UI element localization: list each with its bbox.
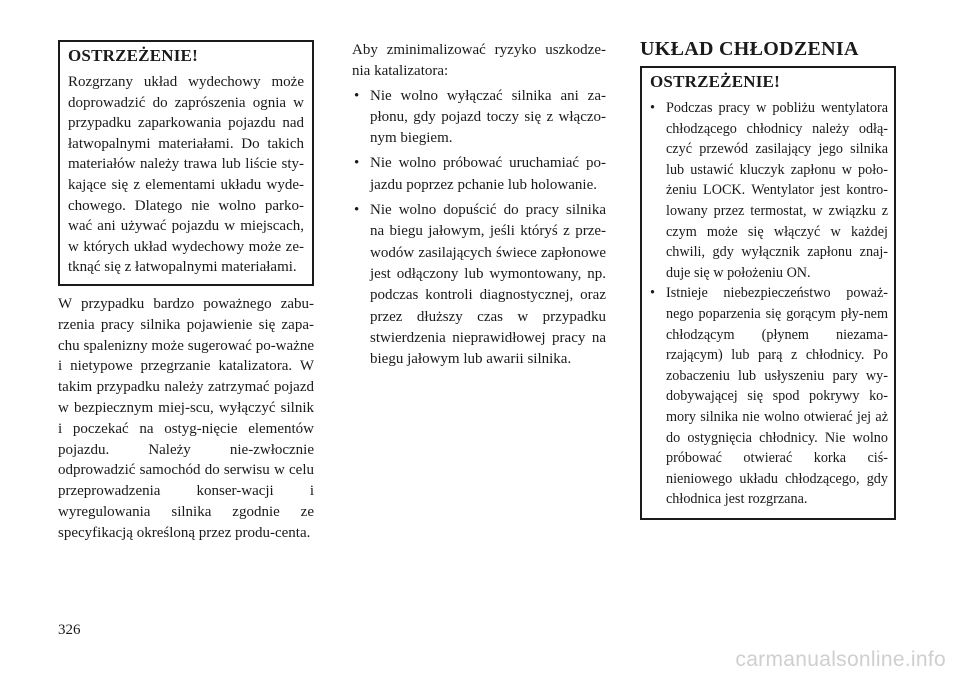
list-item: • Istnieje niebezpieczeństwo poważ-nego poparzenia się gorącym pły-nem chłodzącym (płynem niezama-rzającym) lub parą z chłodnicy. Po zobaczeniu lub usłyszeniu pary wy-dobywającej się spod pokrywy ko-mory silnika nie wolno otwierać jej aż do ostygnięcia chłodnicy. Nie wolno próbować otwierać korka ciś-nieniowego układu chłodzącego, gdy chłodnica jest rozgrzana.	[650, 283, 888, 510]
watermark: carmanualsonline.info	[735, 648, 946, 671]
page-number: 326	[58, 622, 81, 638]
section-heading: UKŁAD CHŁODZENIA	[640, 38, 859, 60]
catalyst-intro: Aby zminimalizować ryzyko uszkodze-nia katalizatora:	[352, 42, 606, 79]
list-item: • Podczas pracy w pobliżu wentylatora chłodzącego chłodnicy należy odłą-czyć przewód zasilający jego silnika lub ustawić kluczyk zapłonu w poło-żeniu LOCK. Wentylator jest kontro-lowany przez termostat, w związku z czym może się włączyć w każdej chwili, gdy wyłącznik zapłonu znaj-duje się w położeniu ON.	[650, 98, 888, 283]
catalyst-bullet-list	[352, 86, 606, 371]
list-item: • Nie wolno dopuścić do pracy silnika na biegu jałowym, jeśli któryś z prze-wodów zasilających świece zapłonowe jest odłączony lub wymontowany, np. podczas kontroli diagnostycznej, oraz przez dłuższy czas w przypadku stwierdzenia nieprawidłowej pracy na biegu jałowym lub awarii silnika.	[352, 200, 606, 370]
catalyst-overheat-paragraph: W przypadku bardzo poważnego zabu-rzenia pracy silnika pojawienie się zapa-chu spalenizny może sugerować po-ważne i nietypowe przegrzanie katalizatora. W takim przypadku należy zatrzymać pojazd w bezpiecznym miej-scu, wyłączyć silnik i poczekać na ostyg-nięcie elementów pojazdu. Należy nie-zwłocznie odprowadzić samochód do serwisu w celu przeprowadzenia konser-wacji i wyregulowania silnika zgodnie ze specyfikacją określoną przez produ-centa.	[58, 295, 314, 541]
warning-text: Rozgrzany układ wydechowy może doprowadzić do zaprószenia ognia w przypadku zaparkowania pojazdu nad łatwopalnymi materiałami. Do takich materiałów należy trawa lub liście sty-kające się z elementami układu wyde-chowego. Dlatego nie wolno parko-wać ani używać pojazdu w miejscach, w których układ wydechowy może ze-tknąć się z łatwopalnymi materiałami.	[68, 74, 304, 276]
cooling-bullet-list	[650, 98, 888, 510]
right-column	[640, 40, 896, 520]
warning-title: OSTRZEŻENIE!	[68, 46, 198, 65]
list-item: • Nie wolno próbować uruchamiać po-jazdu poprzez pchanie lub holowanie.	[352, 153, 606, 196]
left-column	[58, 40, 314, 544]
list-item: • Nie wolno wyłączać silnika ani za-płonu, gdy pojazd toczy się z włączo-nym biegiem.	[352, 86, 606, 150]
middle-column	[352, 40, 606, 374]
exhaust-warning-box	[58, 40, 314, 286]
warning-title: OSTRZEŻENIE!	[650, 72, 780, 91]
cooling-warning-box	[640, 66, 896, 520]
